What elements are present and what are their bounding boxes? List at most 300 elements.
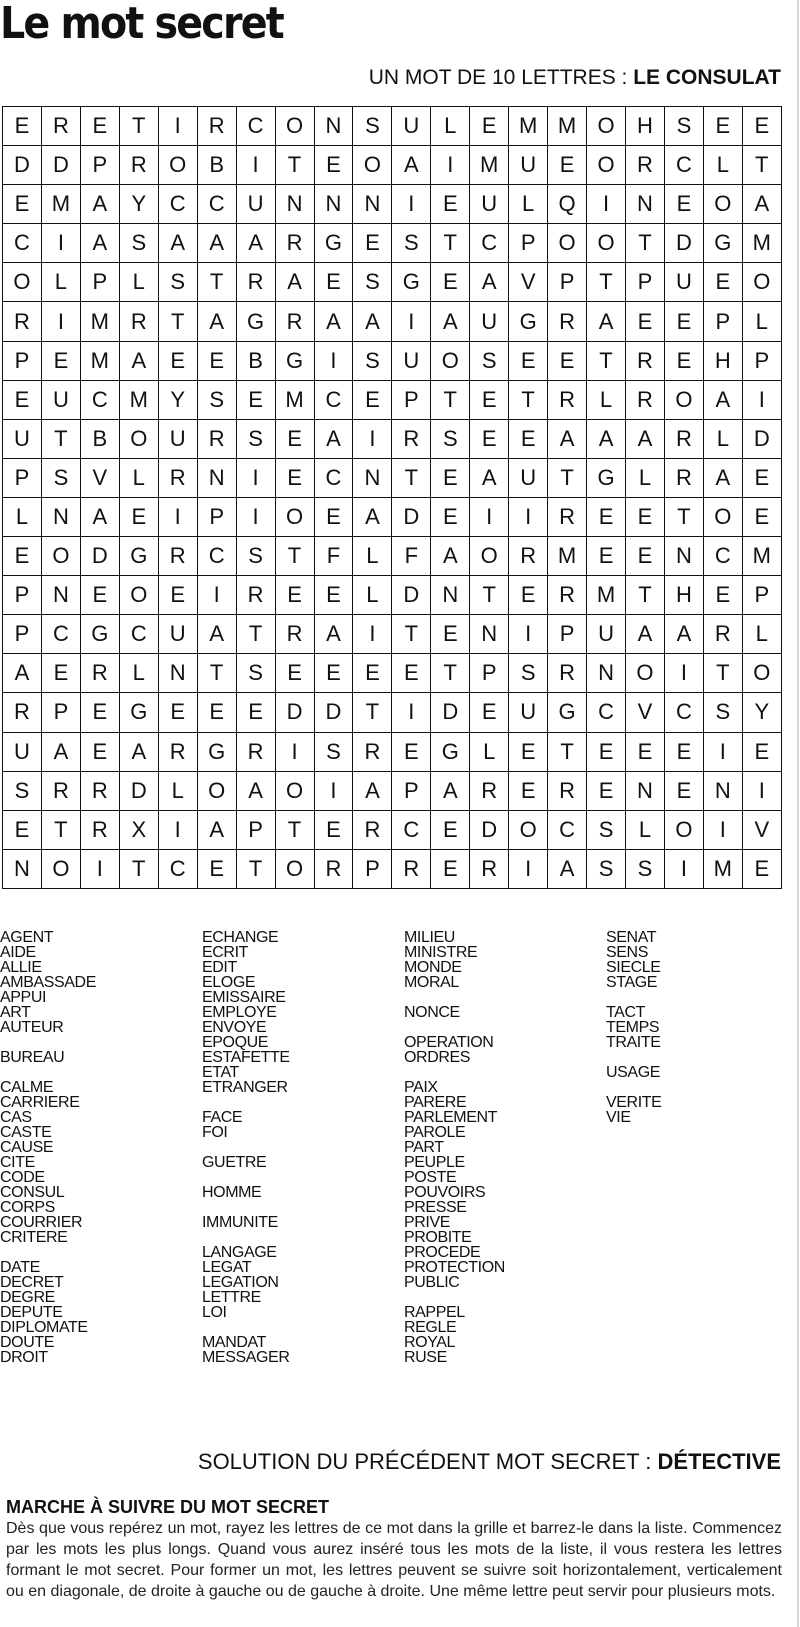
grid-cell[interactable]: P: [470, 654, 509, 693]
grid-cell[interactable]: O: [3, 263, 42, 302]
grid-cell[interactable]: G: [81, 615, 120, 654]
word-list-item[interactable]: VERITE: [606, 1094, 662, 1111]
word-list-item[interactable]: TEMPS: [606, 1019, 660, 1036]
word-list-item[interactable]: BUREAU: [0, 1049, 65, 1066]
grid-cell[interactable]: I: [159, 498, 198, 537]
grid-cell[interactable]: T: [470, 576, 509, 615]
grid-cell[interactable]: I: [159, 811, 198, 850]
grid-cell[interactable]: E: [431, 263, 470, 302]
grid-cell[interactable]: I: [237, 498, 276, 537]
word-list-item[interactable]: OPERATION: [404, 1034, 494, 1051]
grid-cell[interactable]: T: [431, 224, 470, 263]
grid-cell[interactable]: N: [42, 576, 81, 615]
grid-cell[interactable]: E: [198, 342, 237, 381]
grid-cell[interactable]: S: [665, 107, 704, 146]
grid-cell[interactable]: R: [470, 772, 509, 811]
grid-cell[interactable]: L: [431, 107, 470, 146]
word-list-item[interactable]: LEGAT: [202, 1259, 252, 1276]
grid-cell[interactable]: H: [704, 342, 743, 381]
grid-cell[interactable]: O: [587, 146, 626, 185]
grid-cell[interactable]: R: [120, 146, 159, 185]
grid-cell[interactable]: M: [120, 381, 159, 420]
grid-cell[interactable]: R: [353, 733, 392, 772]
word-list-item[interactable]: PRESSE: [404, 1199, 467, 1216]
grid-cell[interactable]: E: [626, 733, 665, 772]
grid-cell[interactable]: A: [3, 654, 42, 693]
grid-cell[interactable]: R: [237, 576, 276, 615]
grid-cell[interactable]: A: [704, 459, 743, 498]
grid-cell[interactable]: I: [198, 576, 237, 615]
grid-cell[interactable]: A: [353, 498, 392, 537]
grid-cell[interactable]: E: [587, 772, 626, 811]
grid-cell[interactable]: O: [665, 381, 704, 420]
grid-cell[interactable]: A: [665, 615, 704, 654]
word-list-item[interactable]: ETAT: [202, 1064, 239, 1081]
grid-cell[interactable]: M: [81, 302, 120, 341]
grid-cell[interactable]: O: [276, 850, 315, 889]
grid-cell[interactable]: A: [198, 302, 237, 341]
grid-cell[interactable]: E: [315, 146, 354, 185]
grid-cell[interactable]: S: [431, 420, 470, 459]
grid-cell[interactable]: S: [704, 693, 743, 732]
grid-cell[interactable]: U: [3, 733, 42, 772]
grid-cell[interactable]: P: [81, 146, 120, 185]
grid-cell[interactable]: L: [470, 733, 509, 772]
grid-cell[interactable]: T: [42, 811, 81, 850]
grid-cell[interactable]: E: [587, 733, 626, 772]
grid-cell[interactable]: R: [665, 459, 704, 498]
grid-cell[interactable]: E: [743, 498, 782, 537]
grid-cell[interactable]: R: [704, 615, 743, 654]
word-list-item[interactable]: LETTRE: [202, 1289, 261, 1306]
grid-cell[interactable]: I: [392, 302, 431, 341]
grid-cell[interactable]: A: [431, 537, 470, 576]
word-list-item[interactable]: TRAITE: [606, 1034, 661, 1051]
grid-cell[interactable]: C: [159, 850, 198, 889]
grid-cell[interactable]: A: [237, 772, 276, 811]
grid-cell[interactable]: V: [509, 263, 548, 302]
word-list-item[interactable]: CASTE: [0, 1124, 52, 1141]
grid-cell[interactable]: P: [81, 263, 120, 302]
grid-cell[interactable]: R: [276, 302, 315, 341]
grid-cell[interactable]: M: [470, 146, 509, 185]
grid-cell[interactable]: S: [315, 733, 354, 772]
grid-cell[interactable]: E: [431, 811, 470, 850]
grid-cell[interactable]: R: [548, 498, 587, 537]
grid-cell[interactable]: G: [237, 302, 276, 341]
word-list-item[interactable]: ROYAL: [404, 1334, 456, 1351]
grid-cell[interactable]: U: [42, 381, 81, 420]
grid-cell[interactable]: E: [665, 733, 704, 772]
word-list-item[interactable]: REGLE: [404, 1319, 457, 1336]
grid-cell[interactable]: S: [587, 850, 626, 889]
grid-cell[interactable]: E: [431, 850, 470, 889]
grid-cell[interactable]: R: [548, 772, 587, 811]
grid-cell[interactable]: T: [42, 420, 81, 459]
grid-cell[interactable]: E: [704, 107, 743, 146]
grid-cell[interactable]: P: [392, 772, 431, 811]
grid-cell[interactable]: B: [198, 146, 237, 185]
grid-cell[interactable]: R: [392, 420, 431, 459]
grid-cell[interactable]: L: [353, 537, 392, 576]
grid-cell[interactable]: G: [704, 224, 743, 263]
grid-cell[interactable]: N: [3, 850, 42, 889]
grid-cell[interactable]: C: [470, 224, 509, 263]
grid-cell[interactable]: E: [587, 537, 626, 576]
grid-cell[interactable]: I: [509, 615, 548, 654]
grid-cell[interactable]: I: [159, 107, 198, 146]
grid-cell[interactable]: R: [237, 263, 276, 302]
word-list-item[interactable]: NONCE: [404, 1004, 460, 1021]
grid-cell[interactable]: G: [198, 733, 237, 772]
grid-cell[interactable]: N: [198, 459, 237, 498]
grid-cell[interactable]: E: [665, 185, 704, 224]
grid-cell[interactable]: R: [198, 420, 237, 459]
word-list-item[interactable]: CARRIERE: [0, 1094, 80, 1111]
word-list-item[interactable]: CALME: [0, 1079, 54, 1096]
grid-cell[interactable]: D: [392, 498, 431, 537]
grid-cell[interactable]: G: [548, 693, 587, 732]
grid-cell[interactable]: A: [81, 224, 120, 263]
word-list-item[interactable]: MONDE: [404, 959, 462, 976]
grid-cell[interactable]: I: [237, 146, 276, 185]
grid-cell[interactable]: E: [198, 850, 237, 889]
grid-cell[interactable]: E: [704, 576, 743, 615]
grid-cell[interactable]: P: [392, 381, 431, 420]
word-list-item[interactable]: ENVOYE: [202, 1019, 267, 1036]
grid-cell[interactable]: E: [470, 107, 509, 146]
grid-cell[interactable]: C: [120, 615, 159, 654]
grid-cell[interactable]: O: [120, 576, 159, 615]
grid-cell[interactable]: U: [237, 185, 276, 224]
grid-cell[interactable]: A: [315, 420, 354, 459]
word-list-item[interactable]: POUVOIRS: [404, 1184, 486, 1201]
grid-cell[interactable]: U: [392, 107, 431, 146]
grid-cell[interactable]: M: [548, 537, 587, 576]
grid-cell[interactable]: M: [704, 850, 743, 889]
grid-cell[interactable]: A: [353, 302, 392, 341]
grid-cell[interactable]: U: [3, 420, 42, 459]
grid-cell[interactable]: E: [198, 693, 237, 732]
word-list-item[interactable]: ALLIE: [0, 959, 42, 976]
word-list-item[interactable]: ESTAFETTE: [202, 1049, 290, 1066]
grid-cell[interactable]: N: [42, 498, 81, 537]
word-list-item[interactable]: FOI: [202, 1124, 228, 1141]
grid-cell[interactable]: R: [120, 302, 159, 341]
grid-cell[interactable]: O: [470, 537, 509, 576]
grid-cell[interactable]: U: [509, 459, 548, 498]
grid-cell[interactable]: A: [353, 772, 392, 811]
grid-cell[interactable]: G: [120, 537, 159, 576]
grid-cell[interactable]: N: [353, 459, 392, 498]
grid-cell[interactable]: N: [704, 772, 743, 811]
grid-cell[interactable]: E: [81, 107, 120, 146]
grid-cell[interactable]: L: [120, 263, 159, 302]
grid-cell[interactable]: U: [587, 615, 626, 654]
grid-cell[interactable]: E: [353, 381, 392, 420]
word-list-item[interactable]: MILIEU: [404, 929, 455, 946]
grid-cell[interactable]: C: [548, 811, 587, 850]
grid-cell[interactable]: V: [743, 811, 782, 850]
grid-cell[interactable]: T: [431, 381, 470, 420]
grid-cell[interactable]: D: [392, 576, 431, 615]
grid-cell[interactable]: U: [509, 146, 548, 185]
grid-cell[interactable]: A: [198, 615, 237, 654]
grid-cell[interactable]: A: [431, 772, 470, 811]
grid-cell[interactable]: C: [665, 693, 704, 732]
grid-cell[interactable]: M: [743, 224, 782, 263]
grid-cell[interactable]: P: [3, 342, 42, 381]
grid-cell[interactable]: L: [159, 772, 198, 811]
grid-cell[interactable]: D: [120, 772, 159, 811]
grid-cell[interactable]: E: [509, 733, 548, 772]
grid-cell[interactable]: N: [353, 185, 392, 224]
grid-cell[interactable]: E: [509, 576, 548, 615]
grid-cell[interactable]: E: [3, 537, 42, 576]
grid-cell[interactable]: E: [626, 302, 665, 341]
word-list-item[interactable]: DIPLOMATE: [0, 1319, 88, 1336]
grid-cell[interactable]: I: [315, 772, 354, 811]
grid-cell[interactable]: A: [198, 811, 237, 850]
grid-cell[interactable]: E: [392, 733, 431, 772]
grid-cell[interactable]: C: [237, 107, 276, 146]
grid-cell[interactable]: E: [315, 498, 354, 537]
grid-cell[interactable]: A: [120, 733, 159, 772]
grid-cell[interactable]: N: [431, 576, 470, 615]
grid-cell[interactable]: R: [237, 733, 276, 772]
grid-cell[interactable]: Y: [120, 185, 159, 224]
grid-cell[interactable]: S: [237, 537, 276, 576]
grid-cell[interactable]: E: [509, 342, 548, 381]
grid-cell[interactable]: E: [470, 420, 509, 459]
grid-cell[interactable]: B: [81, 420, 120, 459]
grid-cell[interactable]: R: [276, 224, 315, 263]
grid-cell[interactable]: E: [509, 420, 548, 459]
word-list-item[interactable]: PROCEDE: [404, 1244, 481, 1261]
grid-cell[interactable]: E: [743, 459, 782, 498]
grid-cell[interactable]: O: [587, 224, 626, 263]
grid-cell[interactable]: S: [626, 850, 665, 889]
grid-cell[interactable]: R: [159, 459, 198, 498]
word-list-item[interactable]: DATE: [0, 1259, 40, 1276]
grid-cell[interactable]: G: [276, 342, 315, 381]
word-list-item[interactable]: ETRANGER: [202, 1079, 288, 1096]
grid-cell[interactable]: E: [665, 302, 704, 341]
grid-cell[interactable]: R: [548, 576, 587, 615]
grid-cell[interactable]: A: [81, 498, 120, 537]
grid-cell[interactable]: C: [42, 615, 81, 654]
grid-cell[interactable]: R: [470, 850, 509, 889]
grid-cell[interactable]: S: [353, 342, 392, 381]
grid-cell[interactable]: C: [198, 185, 237, 224]
grid-cell[interactable]: P: [353, 850, 392, 889]
word-list-item[interactable]: RUSE: [404, 1349, 447, 1366]
grid-cell[interactable]: E: [276, 576, 315, 615]
grid-cell[interactable]: A: [198, 224, 237, 263]
grid-cell[interactable]: O: [276, 772, 315, 811]
word-list-item[interactable]: CAUSE: [0, 1139, 54, 1156]
word-list-item[interactable]: AMBASSADE: [0, 974, 96, 991]
grid-cell[interactable]: G: [120, 693, 159, 732]
grid-cell[interactable]: I: [509, 850, 548, 889]
word-list-item[interactable]: RAPPEL: [404, 1304, 465, 1321]
grid-cell[interactable]: R: [3, 693, 42, 732]
grid-cell[interactable]: D: [431, 693, 470, 732]
grid-cell[interactable]: T: [276, 146, 315, 185]
grid-cell[interactable]: E: [276, 420, 315, 459]
grid-cell[interactable]: V: [81, 459, 120, 498]
grid-cell[interactable]: T: [587, 263, 626, 302]
grid-cell[interactable]: M: [587, 576, 626, 615]
grid-cell[interactable]: L: [704, 146, 743, 185]
grid-cell[interactable]: E: [665, 772, 704, 811]
grid-cell[interactable]: N: [276, 185, 315, 224]
grid-cell[interactable]: A: [743, 185, 782, 224]
grid-cell[interactable]: R: [392, 850, 431, 889]
grid-cell[interactable]: R: [509, 537, 548, 576]
grid-cell[interactable]: R: [159, 733, 198, 772]
grid-cell[interactable]: E: [159, 576, 198, 615]
grid-cell[interactable]: L: [587, 381, 626, 420]
grid-cell[interactable]: T: [237, 850, 276, 889]
grid-cell[interactable]: S: [587, 811, 626, 850]
grid-cell[interactable]: I: [392, 693, 431, 732]
grid-cell[interactable]: D: [81, 537, 120, 576]
grid-cell[interactable]: I: [704, 733, 743, 772]
grid-cell[interactable]: P: [3, 576, 42, 615]
grid-cell[interactable]: G: [392, 263, 431, 302]
grid-cell[interactable]: P: [198, 498, 237, 537]
grid-cell[interactable]: X: [120, 811, 159, 850]
grid-cell[interactable]: E: [315, 654, 354, 693]
grid-cell[interactable]: E: [704, 263, 743, 302]
grid-cell[interactable]: U: [159, 420, 198, 459]
grid-cell[interactable]: O: [665, 811, 704, 850]
grid-cell[interactable]: R: [626, 146, 665, 185]
grid-cell[interactable]: T: [159, 302, 198, 341]
grid-cell[interactable]: H: [665, 576, 704, 615]
grid-cell[interactable]: A: [42, 733, 81, 772]
word-list-item[interactable]: DECRET: [0, 1274, 64, 1291]
grid-cell[interactable]: L: [120, 654, 159, 693]
grid-cell[interactable]: R: [42, 772, 81, 811]
word-list-item[interactable]: MINISTRE: [404, 944, 478, 961]
grid-cell[interactable]: R: [198, 107, 237, 146]
grid-cell[interactable]: A: [276, 263, 315, 302]
grid-cell[interactable]: D: [470, 811, 509, 850]
word-list-item[interactable]: TACT: [606, 1004, 645, 1021]
grid-cell[interactable]: L: [626, 459, 665, 498]
grid-cell[interactable]: A: [704, 381, 743, 420]
word-list-item[interactable]: CITE: [0, 1154, 35, 1171]
grid-cell[interactable]: N: [587, 654, 626, 693]
grid-cell[interactable]: E: [431, 185, 470, 224]
grid-cell[interactable]: D: [276, 693, 315, 732]
word-list-item[interactable]: AIDE: [0, 944, 36, 961]
grid-cell[interactable]: E: [665, 342, 704, 381]
grid-cell[interactable]: A: [392, 146, 431, 185]
grid-cell[interactable]: L: [353, 576, 392, 615]
grid-cell[interactable]: A: [159, 224, 198, 263]
grid-cell[interactable]: S: [392, 224, 431, 263]
grid-cell[interactable]: E: [81, 693, 120, 732]
grid-cell[interactable]: C: [392, 811, 431, 850]
grid-cell[interactable]: Q: [548, 185, 587, 224]
grid-cell[interactable]: S: [509, 654, 548, 693]
grid-cell[interactable]: E: [470, 381, 509, 420]
grid-cell[interactable]: A: [470, 459, 509, 498]
grid-cell[interactable]: L: [743, 302, 782, 341]
word-list-item[interactable]: PART: [404, 1139, 444, 1156]
word-list-item[interactable]: PEUPLE: [404, 1154, 465, 1171]
grid-cell[interactable]: A: [315, 302, 354, 341]
grid-cell[interactable]: T: [276, 537, 315, 576]
grid-cell[interactable]: T: [509, 381, 548, 420]
grid-cell[interactable]: P: [3, 615, 42, 654]
grid-cell[interactable]: I: [42, 302, 81, 341]
word-list-item[interactable]: USAGE: [606, 1064, 661, 1081]
grid-cell[interactable]: T: [392, 615, 431, 654]
grid-cell[interactable]: P: [704, 302, 743, 341]
word-list-item[interactable]: HOMME: [202, 1184, 262, 1201]
grid-cell[interactable]: R: [353, 811, 392, 850]
grid-cell[interactable]: U: [665, 263, 704, 302]
word-list-item[interactable]: SIECLE: [606, 959, 661, 976]
grid-cell[interactable]: M: [276, 381, 315, 420]
grid-cell[interactable]: E: [431, 459, 470, 498]
grid-cell[interactable]: O: [743, 263, 782, 302]
grid-cell[interactable]: T: [665, 498, 704, 537]
grid-cell[interactable]: M: [42, 185, 81, 224]
grid-cell[interactable]: O: [626, 654, 665, 693]
grid-cell[interactable]: T: [626, 224, 665, 263]
grid-cell[interactable]: E: [587, 498, 626, 537]
grid-cell[interactable]: U: [509, 693, 548, 732]
grid-cell[interactable]: T: [237, 615, 276, 654]
grid-cell[interactable]: E: [626, 498, 665, 537]
grid-cell[interactable]: M: [509, 107, 548, 146]
grid-cell[interactable]: N: [626, 185, 665, 224]
grid-cell[interactable]: A: [626, 615, 665, 654]
word-list-item[interactable]: SENAT: [606, 929, 657, 946]
grid-cell[interactable]: I: [353, 615, 392, 654]
grid-cell[interactable]: P: [3, 459, 42, 498]
grid-cell[interactable]: C: [81, 381, 120, 420]
word-list-item[interactable]: PRIVE: [404, 1214, 451, 1231]
word-list-item[interactable]: LOI: [202, 1304, 227, 1321]
grid-cell[interactable]: C: [3, 224, 42, 263]
grid-cell[interactable]: I: [237, 459, 276, 498]
word-list-item[interactable]: CONSUL: [0, 1184, 65, 1201]
grid-cell[interactable]: E: [3, 381, 42, 420]
word-list-item[interactable]: EDIT: [202, 959, 237, 976]
grid-cell[interactable]: E: [120, 498, 159, 537]
word-list-item[interactable]: PROTECTION: [404, 1259, 505, 1276]
grid-cell[interactable]: T: [704, 654, 743, 693]
grid-cell[interactable]: P: [548, 263, 587, 302]
grid-cell[interactable]: E: [3, 811, 42, 850]
grid-cell[interactable]: A: [548, 420, 587, 459]
grid-cell[interactable]: T: [431, 654, 470, 693]
word-list-item[interactable]: LEGATION: [202, 1274, 279, 1291]
grid-cell[interactable]: E: [276, 459, 315, 498]
grid-cell[interactable]: O: [276, 107, 315, 146]
word-list-item[interactable]: ECRIT: [202, 944, 249, 961]
grid-cell[interactable]: R: [548, 654, 587, 693]
grid-cell[interactable]: E: [548, 342, 587, 381]
grid-cell[interactable]: I: [743, 772, 782, 811]
grid-cell[interactable]: O: [548, 224, 587, 263]
